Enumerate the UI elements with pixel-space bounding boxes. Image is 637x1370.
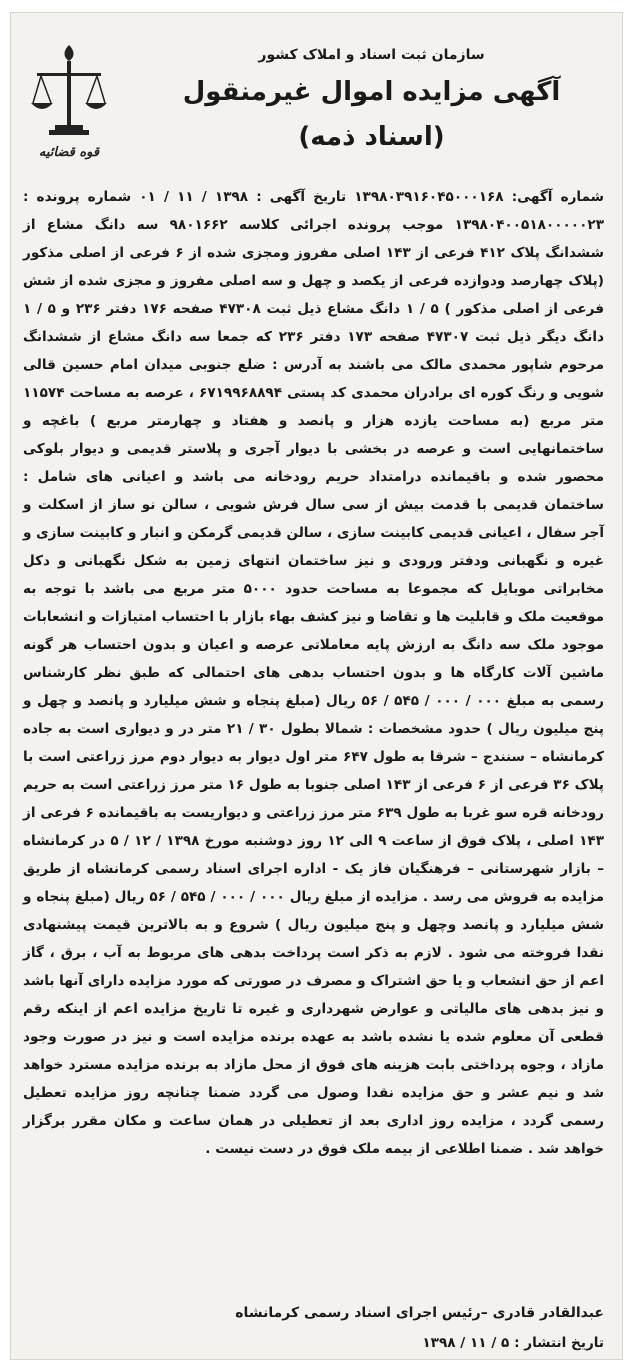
publish-date: تاریخ انتشار : ۵ / ۱۱ / ۱۳۹۸ <box>422 1335 604 1351</box>
notice-subtitle: (اسناد ذمه) <box>298 122 445 152</box>
notice-title: آگهی مزایده اموال غیرمنقول <box>182 77 561 107</box>
notice-body: شماره آگهی: ۱۳۹۸۰۳۹۱۶۰۴۵۰۰۰۱۶۸ تاریخ آگهی : ۱۳۹۸ / ۱۱ / ۰۱ شماره پرونده : ۱۳۹۸۰۴۰۰۵۱۸۰۰۰۰۰۲۳ موجب پرونده اجرائی کلاسه ۹۸۰۱۶۶۲ سه دانگ مشاع از ششدانگ پلاک ۴۱۲ فرعی از ۱۴۳ اصلی مفروز ومجزی شده از ۶ فرعی از اصلی مذکور (پلاک چهارصد ودوازده فرعی از یکصد و چهل و سه اصلی مفروز و مجزی شده از شش فرعی از اصلی مذکور ) ۵ / ۱ دانگ مشاع ذیل ثبت ۴۷۳۰۸ صفحه ۱۷۶ دفتر ۲۳۶ و ۵ / ۱ دانگ دیگر ذیل ثبت ۴۷۳۰۷ صفحه ۱۷۳ دفتر ۲۳۶ که جمعا سه دانگ مشاع از ششدانگ مرحوم شاپور محمدی مالک می باشند به آدرس : ضلع جنوبی میدان امام حسین قالی شویی و رنگ کوره ای برادران محمدی کد پستی ۶۷۱۹۹۶۸۸۹۴ ، عرصه به مساحت ۱۱۵۷۴ متر مربع (به مساحت یازده هزار و پانصد و هفتاد و چهارمتر مربع ) باغچه و ساختمانهایی است و عرصه در بخشی با دیوار آجری و پلاستر قدیمی و دیوار بلوکی محصور شده و باقیمانده درامتداد حریم رودخانه می باشد و اعیانی های شامل : ساختمان قدیمی با قدمت بیش از سی سال فرش شویی ، سالن نو ساز از اسکلت و آجر سفال ، اعیانی قدیمی کابینت سازی ، سالن قدیمی گرمکن و انبار و کابینت سازی و غیره و نگهبانی ودفتر ورودی و نیز ساختمان انتهای زمین به شکل نگهبانی و دکل مخابراتی موبایل که مجموعا به مساحت حدود ۵۰۰۰ متر مربع می باشد با توجه به موقعیت ملک و قابلیت ها و تقاضا و نیز کشف بهاء بازار با احتساب امتیازات و انشعابات موجود ملک سه دانگ به ارزش پایه معاملاتی عرصه و اعیان و بدون احتساب هر گونه ماشین آلات کارگاه ها و بدون احتساب بدهی های احتمالی که طبق نظر کارشناس رسمی به مبلغ ۰۰۰ / ۰۰۰ / ۵۴۵ / ۵۶ ریال (مبلغ پنجاه و شش میلیارد و پانصد و چهل و پنج میلیون ریال ) حدود مشخصات : شمالا بطول ۳۰ / ۲۱ متر در و دیواری است به جاده کرمانشاه – سنندج – شرقا به طول ۶۴۷ متر اول دیوار به دیوار دوم مرز زراعتی است با پلاک ۳۶ فرعی از ۶ فرعی از ۱۴۳ اصلی جنوبا به طول ۱۶ متر مرز زراعتی است به حریم رودخانه قره سو غربا به طول ۶۳۹ متر مرز زراعتی و دیواریست به باقیمانده ۶ فرعی از ۱۴۳ اصلی ، پلاک فوق از ساعت ۹ الی ۱۲ روز دوشنبه مورخ ۱۳۹۸ / ۱۲ / ۵ در کرمانشاه – بازار شهرستانی – فرهنگیان فاز یک - اداره اجرای اسناد رسمی کرمانشاه از طریق مزایده به فروش می رسد . مزایده از مبلغ ریال ۰۰۰ / ۰۰۰ / ۵۴۵ / ۵۶ ریال (مبلغ پنجاه و شش میلیارد و پانصد وچهل و پنج میلیون ریال ) شروع و به بالاترین قیمت پیشنهادی نقدا فروخته می شود . لازم به ذکر است پرداخت بدهی های مربوط به آب ، برق ، گاز اعم از حق انشعاب و یا حق اشتراک و مصرف در صورتی که مورد مزایده دارای آنها باشد و نیز بدهی های مالیاتی و عوارض شهرداری و غیره تا تاریخ مزایده اعم از اینکه رقم قطعی آن معلوم شده یا نشده باشد به عهده برنده مزایده است و نیز در صورت وجود مازاد ، وجوه پرداختی بابت هزینه های فوق از محل مازاد به برنده مزایده مسترد خواهد شد و نیم عشر و حق مزایده نقدا وصول می گردد ضمنا چنانچه روز مزایده تعطیل رسمی گردد ، مزایده روز اداری بعد از تعطیلی در همان ساعت و مکان مقرر برگزار خواهد شد . ضمنا اطلاعی از بیمه ملک فوق در دست نیست . <box>23 189 605 1157</box>
emblem-caption: قوه قضائیه <box>38 145 100 160</box>
scales-of-justice-icon <box>29 41 109 141</box>
organization-name: سازمان ثبت اسناد و املاک کشور <box>258 47 485 63</box>
signature: عبدالقادر قادری –رئیس اجرای اسناد رسمی کرمانشاه <box>235 1305 604 1321</box>
judiciary-emblem <box>29 41 109 166</box>
auction-notice <box>10 12 623 1360</box>
